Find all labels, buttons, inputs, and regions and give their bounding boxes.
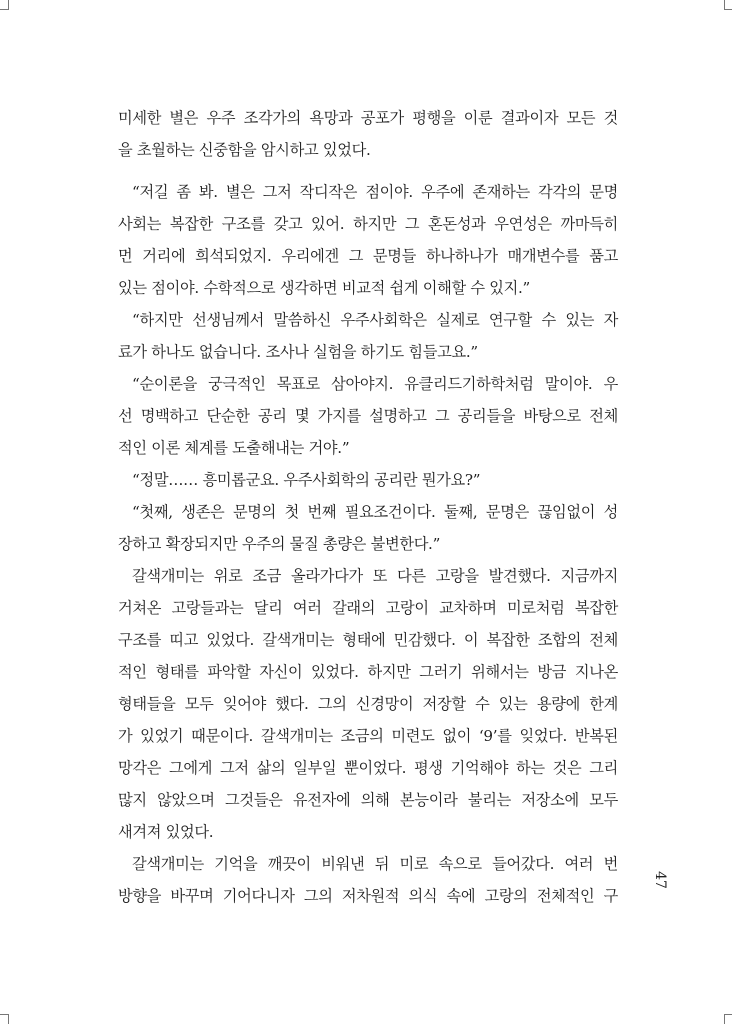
text-line: 많지 않았으며 그것들은 유전자에 의해 본능이라 불리는 저장소에 모두 — [118, 791, 618, 809]
text-line: 료가 하나도 없습니다. 조사나 실험을 하기도 힘들고요.” — [118, 343, 478, 361]
text-line: 있는 점이야. 수학적으로 생각하면 비교적 쉽게 이해할 수 있지.” — [118, 279, 531, 297]
text-line: 갈색개미는 위로 조금 올라가다가 또 다른 고랑을 발견했다. 지금까지 — [132, 567, 618, 585]
text-line: “순이론을 궁극적인 목표로 삼아야지. 유클리드기하학처럼 말이야. 우 — [132, 375, 618, 393]
text-line: 거쳐온 고랑들과는 달리 여러 갈래의 고랑이 교차하며 미로처럼 복잡한 — [118, 599, 618, 617]
text-line: “하지만 선생님께서 말씀하신 우주사회학은 실제로 연구할 수 있는 자 — [132, 311, 618, 329]
crop-mark-bottom-right — [724, 1014, 725, 1024]
text-line: 가 있었기 때문이다. 갈색개미는 조금의 미련도 없이 ‘9’를 잊었다. 반복된 — [118, 727, 618, 745]
text-line: 장하고 확장되지만 우주의 물질 총량은 불변한다.” — [118, 535, 441, 553]
crop-mark-bottom-left-h — [0, 1014, 9, 1015]
page-number: 47 — [652, 871, 668, 889]
text-line: 사회는 복잡한 구조를 갖고 있어. 하지만 그 혼돈성과 우연성은 까마득히 — [118, 215, 618, 233]
text-line: 적인 이론 체계를 도출해내는 거야.” — [118, 439, 350, 457]
text-line: 구조를 띠고 있었다. 갈색개미는 형태에 민감했다. 이 복잡한 조합의 전체 — [118, 631, 618, 649]
text-line: 새겨져 있었다. — [118, 823, 214, 841]
text-line: 먼 거리에 희석되었지. 우리에겐 그 문명들 하나하나가 매개변수를 품고 — [118, 247, 618, 265]
crop-mark-top-right-h — [724, 9, 732, 10]
text-line: “저길 좀 봐. 별은 그저 작디작은 점이야. 우주에 존재하는 각각의 문명 — [132, 183, 618, 201]
text-line: 적인 형태를 파악할 자신이 있었다. 하지만 그러기 위해서는 방금 지나온 — [118, 663, 618, 681]
crop-mark-bottom-right-h — [724, 1014, 732, 1015]
text-line: “정말…… 흥미롭군요. 우주사회학의 공리란 뭔가요?” — [132, 471, 481, 489]
text-line: 망각은 그에게 그저 삶의 일부일 뿐이었다. 평생 기억해야 하는 것은 그리 — [118, 759, 618, 777]
crop-mark-top-left-h — [0, 9, 9, 10]
text-line: 을 초월하는 신중함을 암시하고 있었다. — [118, 141, 371, 159]
crop-mark-bottom-left — [8, 1014, 9, 1024]
text-line: 갈색개미는 기억을 깨끗이 비워낸 뒤 미로 속으로 들어갔다. 여러 번 — [132, 855, 618, 873]
text-line: 선 명백하고 단순한 공리 몇 가지를 설명하고 그 공리들을 바탕으로 전체 — [118, 407, 618, 425]
text-line: “첫째, 생존은 문명의 첫 번째 필요조건이다. 둘째, 문명은 끊임없이 성 — [132, 503, 618, 521]
text-line: 형태들을 모두 잊어야 했다. 그의 신경망이 저장할 수 있는 용량에 한계 — [118, 695, 618, 713]
text-line: 미세한 별은 우주 조각가의 욕망과 공포가 평행을 이룬 결과이자 모든 것 — [118, 109, 618, 127]
text-line: 방향을 바꾸며 기어다니자 그의 저차원적 의식 속에 고랑의 전체적인 구 — [118, 887, 618, 905]
